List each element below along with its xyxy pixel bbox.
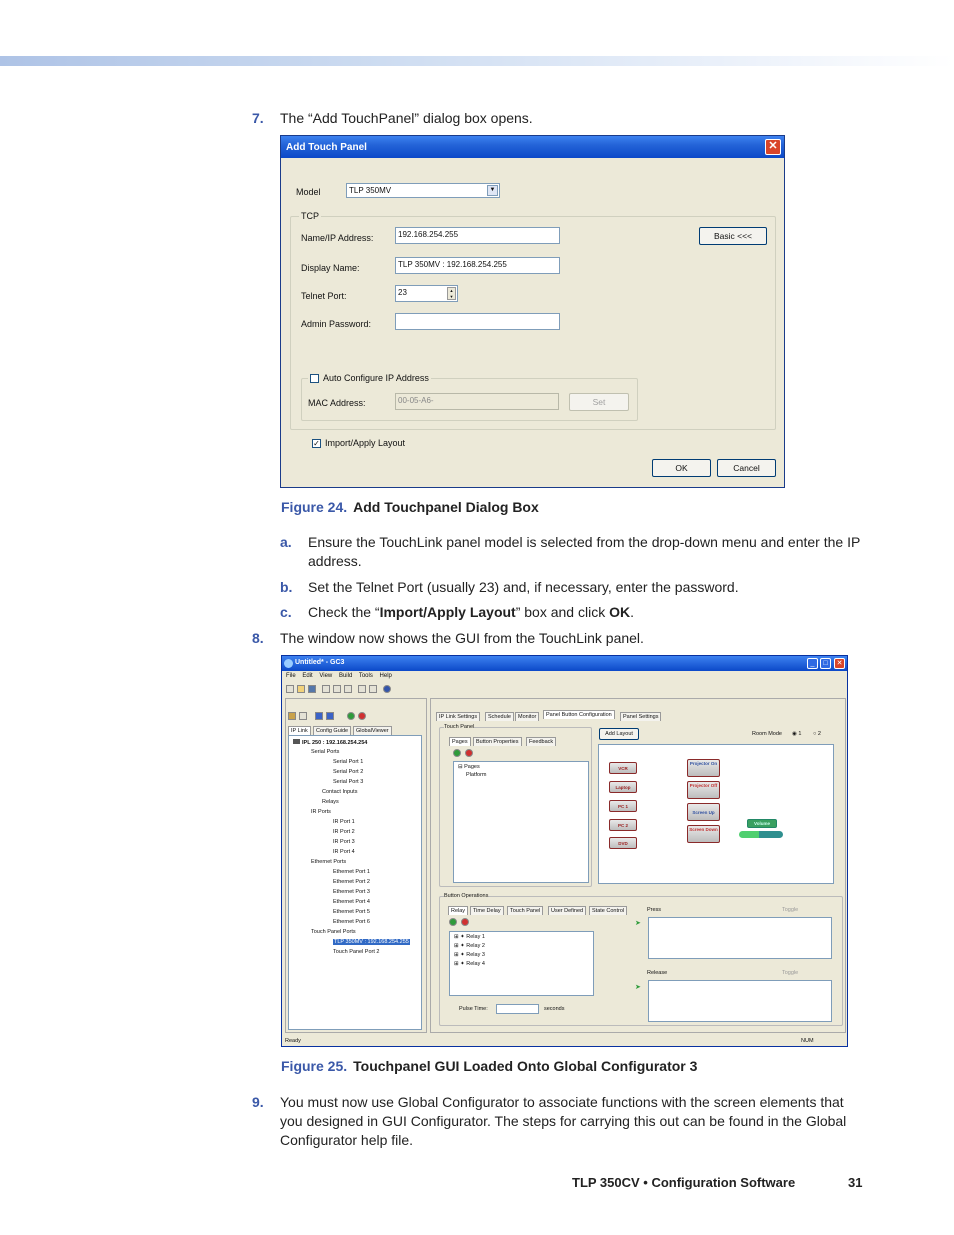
import-apply-checkbox[interactable]	[312, 438, 405, 448]
list-item-label: Relay 1	[466, 934, 485, 940]
import-apply-label: Import/Apply Layout	[325, 438, 406, 448]
tab-user-defined[interactable]: User Defined	[548, 906, 586, 915]
tab-monitor[interactable]: Monitor	[515, 712, 539, 721]
tab-ip-link[interactable]: IP Link	[288, 726, 311, 735]
maximize-icon[interactable]: □	[820, 658, 831, 669]
figure-25-caption	[281, 1058, 697, 1074]
tree-item[interactable]: IR Ports	[311, 809, 331, 815]
paste-icon[interactable]	[344, 685, 352, 693]
pulse-time-label: Pulse Time:	[459, 1006, 488, 1012]
tab-time-delay[interactable]: Time Delay	[470, 906, 504, 915]
radio-label: 1	[798, 731, 802, 737]
set-button[interactable]: Set	[569, 393, 629, 411]
room-mode-label: Room Mode	[752, 731, 782, 737]
touch-panel-label: Touch Panel	[444, 724, 475, 730]
toggle-label: Toggle	[782, 970, 799, 976]
projector-off-button[interactable]: Projector Off	[687, 781, 720, 799]
remove-icon[interactable]	[465, 749, 473, 757]
menu-bar	[286, 673, 392, 679]
tree-item[interactable]: ⊟ Pages	[458, 764, 480, 770]
arrow-up-icon[interactable]	[326, 712, 334, 720]
figure-title: Touchpanel GUI Loaded Onto Global Configurator 3	[353, 1058, 698, 1074]
figure-title: Add Touchpanel Dialog Box	[353, 499, 539, 515]
upload-icon[interactable]	[369, 685, 377, 693]
list-item[interactable]: ⊞ ✦ Relay 2	[454, 943, 485, 949]
tree-item[interactable]: IR Port 2	[333, 829, 355, 835]
copy-icon[interactable]	[333, 685, 341, 693]
substep-text: Ensure the TouchLink panel model is selected from the drop-down menu and enter the IP address.	[308, 534, 861, 569]
release-label: Release	[647, 970, 668, 976]
list-item-label: Relay 2	[466, 943, 485, 949]
arrow-down-icon[interactable]	[315, 712, 323, 720]
menu-view[interactable]: View	[319, 673, 333, 679]
toggle-label: Toggle	[782, 907, 799, 913]
basic-button[interactable]: Basic <<<	[699, 227, 767, 245]
step-number: 9.	[252, 1094, 264, 1110]
status-ready: Ready	[285, 1038, 301, 1044]
tab-panel-settings[interactable]: Panel Settings	[620, 712, 661, 721]
volume-slider[interactable]	[739, 831, 783, 838]
minimize-icon[interactable]: _	[807, 658, 818, 669]
telnet-port-value: 23	[398, 288, 407, 297]
device-icon[interactable]	[299, 712, 307, 720]
menu-tools[interactable]: Tools	[358, 673, 373, 679]
tcp-group-label: TCP	[301, 211, 319, 221]
tab-relay[interactable]: Relay	[448, 906, 468, 915]
tab-global-viewer[interactable]: GlobalViewer	[353, 726, 392, 735]
tree-item[interactable]: Ethernet Port 1	[333, 869, 370, 875]
cancel-button[interactable]: Cancel	[717, 459, 776, 477]
dialog-title: Add Touch Panel	[286, 142, 367, 153]
mac-address-label: MAC Address:	[308, 398, 366, 408]
step-text: The “Add TouchPanel” dialog box opens.	[280, 110, 533, 126]
remove-icon[interactable]	[358, 712, 366, 720]
add-icon[interactable]	[453, 749, 461, 757]
model-value: TLP 350MV	[349, 186, 392, 195]
tab-feedback[interactable]: Feedback	[526, 737, 556, 746]
tree-item[interactable]: Ethernet Port 6	[333, 919, 370, 925]
window-title: Untitled* - GC3	[295, 659, 345, 666]
build-icon[interactable]	[358, 685, 366, 693]
tab-ip-link-settings[interactable]: IP Link Settings	[436, 712, 480, 721]
name-ip-input[interactable]: 192.168.254.255	[395, 227, 560, 244]
tab-state-control[interactable]: State Control	[589, 906, 627, 915]
add-layout-button[interactable]: Add Layout	[599, 728, 639, 740]
tab-panel-button-configuration[interactable]: Panel Button Configuration	[543, 710, 615, 719]
controller-icon	[293, 739, 300, 744]
substep-letter: b.	[280, 579, 293, 595]
tab-schedule[interactable]: Schedule	[485, 712, 514, 721]
page-number: 31	[848, 1175, 863, 1190]
room-mode-2-radio[interactable]: ○ 2	[813, 731, 821, 737]
bold-import-apply: Import/Apply Layout	[379, 604, 516, 620]
substep-text	[308, 603, 868, 622]
telnet-port-label: Telnet Port:	[301, 291, 347, 301]
add-icon[interactable]	[347, 712, 355, 720]
panel-layout-preview	[598, 744, 834, 884]
press-label: Press	[647, 907, 662, 913]
tree-item[interactable]: Touch Panel Port 2	[333, 949, 380, 955]
step-text: You must now use Global Configurator to associate functions with the screen elements that you designed in GUI Configurator. The steps for carrying this out can be found in the Global Configurator help file.	[280, 1094, 847, 1148]
cut-icon[interactable]	[322, 685, 330, 693]
room-mode-1-radio[interactable]: ◉ 1	[792, 731, 802, 737]
footer-title: TLP 350CV • Configuration Software	[572, 1175, 796, 1190]
step-number: 7.	[252, 110, 264, 126]
pc2-button[interactable]: PC 2	[609, 819, 637, 831]
admin-password-input[interactable]	[395, 313, 560, 330]
auto-config-label: Auto Configure IP Address	[323, 373, 429, 383]
tree-item[interactable]: Ethernet Ports	[311, 859, 347, 865]
tree-item[interactable]: Touch Panel Ports	[311, 929, 356, 935]
tree-item[interactable]: IR Port 3	[333, 839, 355, 845]
text-part: ” box and click	[515, 604, 610, 620]
tree-item-label: IPL 250 : 192.168.254.254	[302, 740, 368, 746]
pc1-button[interactable]: PC 1	[609, 800, 637, 812]
tab-config-guide[interactable]: Config Guide	[313, 726, 351, 735]
checkmark-icon: ✓	[313, 439, 320, 449]
screen-up-button[interactable]: Screen Up	[687, 803, 720, 821]
name-ip-label: Name/IP Address:	[301, 233, 374, 243]
remove-icon[interactable]	[461, 918, 469, 926]
bold-ok: OK	[609, 604, 631, 620]
dvd-button[interactable]: DVD	[609, 837, 637, 849]
substep-letter: c.	[280, 604, 292, 620]
list-item[interactable]: ⊞ ✦ Relay 1	[454, 934, 485, 940]
controller-icon[interactable]	[288, 712, 296, 720]
tree-item[interactable]: Ethernet Port 5	[333, 909, 370, 915]
tree-item[interactable]: Serial Port 3	[333, 779, 364, 785]
chevron-down-icon: ▼	[487, 185, 498, 196]
menu-build[interactable]: Build	[338, 673, 353, 679]
dialog-title-bar	[281, 136, 784, 158]
tree-item[interactable]: Serial Port 1	[333, 759, 364, 765]
add-icon[interactable]	[449, 918, 457, 926]
pulse-time-select[interactable]	[496, 1004, 539, 1014]
model-select[interactable]	[346, 183, 500, 198]
help-icon[interactable]	[383, 685, 391, 693]
figure-24-caption	[281, 499, 539, 515]
text-part: Check the “	[308, 604, 380, 620]
pages-tree[interactable]	[453, 761, 589, 883]
menu-file[interactable]: File	[286, 673, 296, 679]
button-operations-label: Button Operations	[444, 893, 489, 899]
tree-item[interactable]: IR Port 1	[333, 819, 355, 825]
status-num: NUM	[801, 1038, 814, 1044]
list-item[interactable]: ⊞ ✦ Relay 3	[454, 952, 485, 958]
tree-item-selected[interactable]: TLP 350MV : 192.168.254.255	[334, 939, 409, 945]
figure-number: Figure 24.	[281, 499, 348, 515]
display-name-input[interactable]: TLP 350MV : 192.168.254.255	[395, 257, 560, 274]
figure-number: Figure 25.	[281, 1058, 348, 1074]
close-icon[interactable]: ✕	[765, 139, 781, 155]
tree-item[interactable]: Ethernet Port 3	[333, 889, 370, 895]
open-folder-icon[interactable]	[297, 685, 305, 693]
ok-button[interactable]: OK	[652, 459, 711, 477]
tab-button-properties[interactable]: Button Properties	[473, 737, 522, 746]
mac-address-input[interactable]: 00-05-A6-	[395, 393, 559, 410]
menu-help[interactable]: Help	[379, 673, 392, 679]
list-item-label: Relay 4	[466, 961, 485, 967]
substep-letter: a.	[280, 534, 292, 550]
arrow-right-icon[interactable]: ➤	[635, 984, 641, 991]
laptop-button[interactable]: Laptop	[609, 781, 637, 793]
display-name-label: Display Name:	[301, 263, 360, 273]
seconds-label: seconds	[544, 1006, 565, 1012]
header-gradient-bar	[0, 56, 954, 66]
tree-item[interactable]: Ethernet Port 4	[333, 899, 370, 905]
tree-item[interactable]: Serial Ports	[311, 749, 340, 755]
page-footer	[572, 1175, 863, 1190]
vcr-button[interactable]: VCR	[609, 762, 637, 774]
tree-item[interactable]: Contact Inputs	[322, 789, 358, 795]
tree-item[interactable]: Platform	[466, 772, 487, 778]
relay-list[interactable]	[449, 931, 594, 996]
radio-label: 2	[817, 731, 821, 737]
screen-down-button[interactable]: Screen Down	[687, 825, 720, 843]
new-file-icon[interactable]	[286, 685, 294, 693]
tree-item[interactable]: IR Port 4	[333, 849, 355, 855]
press-actions-list[interactable]	[648, 917, 832, 959]
spinner-icon: ▲ ▼	[447, 287, 456, 300]
tree-item[interactable]: Serial Port 2	[333, 769, 364, 775]
auto-config-checkbox[interactable]	[308, 373, 431, 383]
tab-touch-panel[interactable]: Touch Panel	[507, 906, 543, 915]
app-icon	[284, 659, 293, 668]
menu-edit[interactable]: Edit	[302, 673, 313, 679]
substep-text: Set the Telnet Port (usually 23) and, if necessary, enter the password.	[308, 579, 739, 595]
add-touch-panel-dialog	[280, 135, 785, 488]
close-icon[interactable]: ✕	[834, 658, 845, 669]
admin-password-label: Admin Password:	[301, 319, 372, 329]
tree-item[interactable]	[293, 739, 367, 746]
list-item[interactable]: ⊞ ✦ Relay 4	[454, 961, 485, 967]
tree-item-label: Pages	[464, 764, 480, 770]
model-label: Model	[296, 187, 321, 197]
text-part: .	[630, 604, 634, 620]
projector-on-button[interactable]: Projector On	[687, 759, 720, 777]
release-actions-list[interactable]	[648, 980, 832, 1022]
step-number: 8.	[252, 630, 264, 646]
gc3-window	[281, 655, 848, 1047]
tree-item[interactable]: Relays	[322, 799, 339, 805]
device-tree[interactable]	[288, 735, 422, 1030]
step-text: The window now shows the GUI from the TouchLink panel.	[280, 630, 644, 646]
checkbox-icon	[310, 374, 319, 383]
telnet-port-stepper[interactable]	[395, 285, 458, 302]
save-icon[interactable]	[308, 685, 316, 693]
arrow-right-icon[interactable]: ➤	[635, 920, 641, 927]
list-item-label: Relay 3	[466, 952, 485, 958]
volume-label: Volume	[747, 819, 777, 828]
tab-pages[interactable]: Pages	[449, 737, 471, 746]
tree-item[interactable]: Ethernet Port 2	[333, 879, 370, 885]
window-title-bar	[282, 656, 847, 671]
